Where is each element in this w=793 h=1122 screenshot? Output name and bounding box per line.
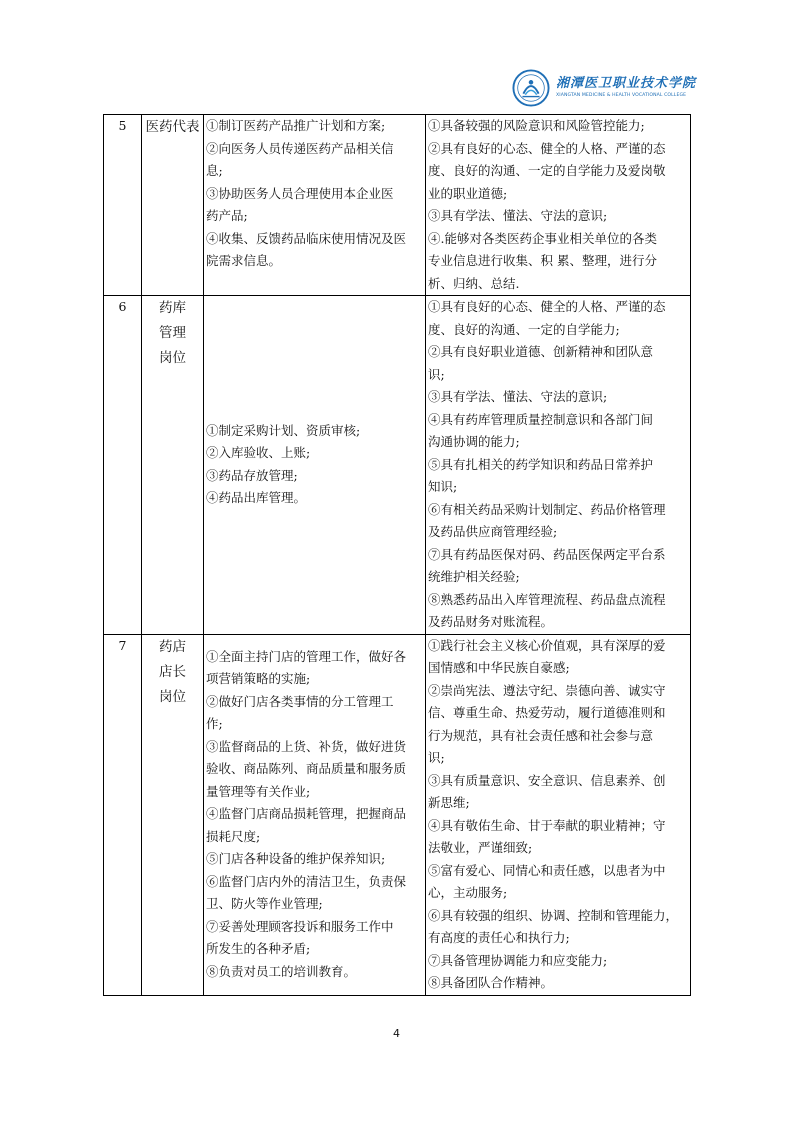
requirement-line: ③具有学法、懂法、守法的意识; — [428, 389, 608, 404]
table-row — [104, 115, 691, 296]
duty-line: 息; — [206, 163, 223, 178]
requirement-line: 信、尊重生命、热爱劳动，履行道德准则和 — [428, 705, 666, 720]
college-name-cn: 湘潭医卫职业技术学院 — [556, 76, 697, 92]
position-name-line: 岗位 — [159, 350, 186, 366]
page-number: 4 — [393, 1027, 400, 1040]
requirement-line: 沟通协调的能力; — [428, 434, 520, 449]
requirement-line: 及药品财务对账流程。 — [428, 614, 554, 629]
college-name-en: XIANGTAN MEDICINE & HEALTH VOCATIONAL COLLEGE — [556, 93, 687, 99]
table-row — [104, 634, 691, 995]
duties-cell — [204, 634, 426, 995]
requirements-cell — [426, 296, 691, 635]
requirement-line: 统维护相关经验; — [428, 569, 520, 584]
requirement-line: 法敬业，严谨细致; — [428, 840, 533, 855]
requirements-cell — [426, 115, 691, 296]
requirement-line: ①具有良好的心态、健全的人格、严谨的态 — [428, 299, 666, 314]
requirement-line: ⑧具备团队合作精神。 — [428, 975, 554, 990]
duty-line: ②做好门店各类事情的分工管理工 — [206, 693, 394, 709]
position-name-line: 药店 — [159, 638, 186, 655]
requirement-line: 析、归纳、总结. — [428, 275, 520, 291]
duty-line: ⑧负责对员工的培训教育。 — [206, 963, 357, 979]
duty-line: ③协助医务人员合理使用本企业医 — [206, 185, 394, 201]
table-body — [104, 115, 691, 996]
position-name-line: 岗位 — [159, 688, 186, 705]
requirement-line: ②具有良好的心态、健全的人格、严谨的态 — [428, 140, 666, 156]
duty-line: 项营销策略的实施; — [206, 671, 311, 687]
requirement-line: ⑥有相关药品采购计划制定、药品价格管理 — [428, 501, 666, 517]
row-number: 5 — [104, 115, 142, 296]
position-name — [142, 296, 204, 635]
duties-cell — [204, 115, 426, 296]
requirement-line: 新思维; — [428, 795, 470, 810]
requirement-line: ⑥具有较强的组织、协调、控制和管理能力， — [428, 907, 679, 923]
position-name-line: 医药代表 — [145, 119, 200, 135]
requirement-line: ⑦具有药品医保对码、药品医保两定平台系 — [428, 546, 666, 562]
requirement-line: 识; — [428, 366, 445, 382]
requirement-line: 识; — [428, 750, 445, 765]
duty-line: 所发生的各种矛盾; — [206, 941, 311, 957]
requirement-line: 有高度的责任心和执行力; — [428, 930, 570, 945]
duties-cell — [204, 296, 426, 635]
requirement-line: 知识; — [428, 479, 458, 494]
duty-line: ⑤门店各种设备的维护保养知识; — [206, 851, 386, 867]
requirement-line: 专业信息进行收集、积 累、整理，进行分 — [428, 253, 657, 268]
requirement-line: ②具有良好职业道德、创新精神和团队意 — [428, 344, 654, 359]
duty-line: ④药品出库管理。 — [206, 490, 307, 506]
college-emblem-icon — [512, 69, 550, 107]
requirement-line: ④.能够对各类医药企事业相关单位的各类 — [428, 230, 657, 246]
requirement-line: ③具有学法、懂法、守法的意识; — [428, 208, 608, 223]
requirements-cell — [426, 634, 691, 995]
position-name — [142, 115, 204, 296]
duty-line: 作; — [206, 716, 223, 732]
duty-line: ⑥监督门店内外的清洁卫生，负责保 — [206, 873, 407, 889]
duty-line: 卫、防火等作业管理; — [206, 896, 323, 912]
requirement-line: ③具有质量意识、安全意识、信息素养、创 — [428, 772, 666, 788]
requirement-line: ①践行社会主义核心价值观，具有深厚的爱 — [428, 637, 666, 653]
requirement-line: 行为规范，具有社会责任感和社会参与意 — [428, 727, 654, 743]
duty-line: ①制订医药产品推广计划和方案; — [206, 118, 386, 133]
requirement-line: 国情感和中华民族自豪感; — [428, 660, 570, 675]
requirement-line: ⑤富有爱心、同情心和责任感，以患者为中 — [428, 862, 666, 878]
requirement-line: 业的职业道德; — [428, 185, 508, 201]
duty-line: 院需求信息。 — [206, 253, 282, 268]
requirement-line: ⑦具备管理协调能力和应变能力; — [428, 952, 608, 968]
duty-line: ②向医务人员传递医药产品相关信 — [206, 140, 394, 156]
duty-line: ②入库验收、上账; — [206, 445, 311, 461]
duty-line: 药产品; — [206, 208, 248, 223]
college-name — [556, 77, 696, 99]
requirement-line: ①具备较强的风险意识和风险管控能力; — [428, 118, 645, 133]
duty-line: ⑦妥善处理顾客投诉和服务工作中 — [206, 918, 394, 934]
table-row — [104, 296, 691, 635]
position-name-line: 店长 — [159, 663, 186, 680]
duty-line: ①制定采购计划、资质审核; — [206, 422, 361, 438]
duty-line: ④监督门店商品损耗管理，把握商品 — [206, 806, 407, 822]
duty-line: 验收、商品陈列、商品质量和服务质 — [206, 761, 407, 777]
requirement-line: 度、良好的沟通、一定的自学能力; — [428, 321, 620, 337]
requirement-line: ④具有敬佑生命、甘于奉献的职业精神；守 — [428, 817, 666, 833]
requirement-line: 及药品供应商管理经验; — [428, 524, 558, 539]
duty-line: 量管理等有关作业; — [206, 783, 311, 799]
requirement-line: ④具有药库管理质量控制意识和各部门间 — [428, 411, 654, 427]
duty-line: ①全面主持门店的管理工作，做好各 — [206, 648, 407, 664]
position-name-line: 管理 — [159, 325, 186, 341]
requirement-line: 心，主动服务; — [428, 885, 508, 900]
duty-line: ③药品存放管理; — [206, 467, 298, 483]
row-number: 7 — [104, 634, 142, 995]
position-name — [142, 634, 204, 995]
position-name-line: 药库 — [159, 300, 186, 316]
requirement-line: ⑤具有扎相关的药学知识和药品日常养护 — [428, 456, 654, 472]
requirement-line: ②崇尚宪法、遵法守纪、崇德向善、诚实守 — [428, 682, 666, 698]
duty-line: ③监督商品的上货、补货，做好进货 — [206, 738, 407, 754]
duty-line: 损耗尺度; — [206, 828, 261, 844]
requirement-line: ⑧熟悉药品出入库管理流程、药品盘点流程 — [428, 591, 666, 607]
requirement-line: 度、良好的沟通、一定的自学能力及爱岗敬 — [428, 163, 666, 178]
college-logo — [512, 66, 702, 110]
job-positions-table — [103, 114, 691, 996]
row-number: 6 — [104, 296, 142, 635]
duty-line: ④收集、反馈药品临床使用情况及医 — [206, 230, 407, 246]
